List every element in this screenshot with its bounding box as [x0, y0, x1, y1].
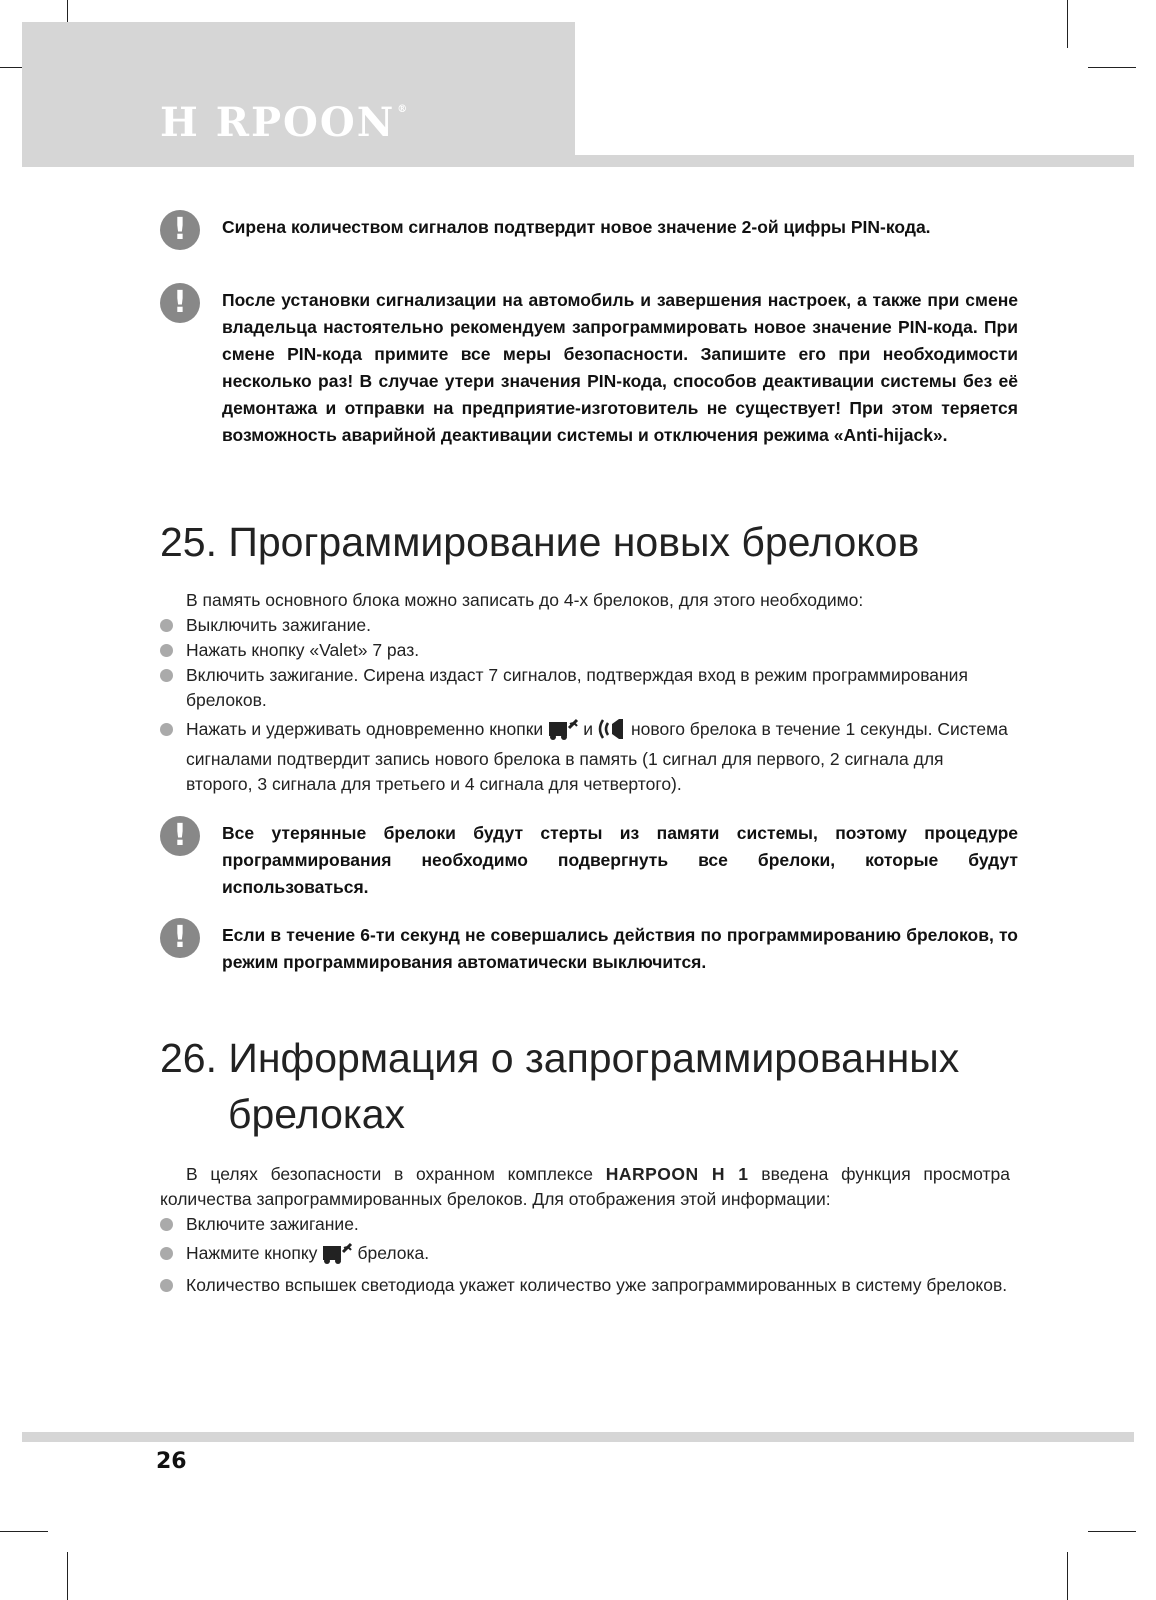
- registered-mark: ®: [397, 104, 410, 115]
- bullet-list: [160, 1212, 1010, 1298]
- section-intro: В память основного блока можно записать до 4-х брелоков, для этого необходимо:: [186, 590, 864, 610]
- list-item-text: Нажать и удерживать одновременно кнопки: [186, 719, 544, 739]
- intro-text: В целях безопасности в охранном комплексе: [186, 1164, 593, 1184]
- list-item: [160, 717, 1010, 797]
- exclamation-icon: !: [160, 816, 200, 856]
- exclamation-icon: !: [160, 283, 200, 323]
- list-item-text: Нажать кнопку «Valet» 7 раз.: [186, 640, 420, 660]
- warning-text: После установки сигнализации на автомобиль и завершения настроек, а также при смене владельца настоятельно рекомендуем запрограммировать новое значение PIN-кода. При смене PIN-кода примите все меры безопасности. Запишите его при необходимости несколько раз! В случае утери значения PIN-кода, способов деактивации системы без её демонтажа и отправки на предприятие-изготовитель не существует! При этом теряется возможность аварийной деактивации системы и отключения режима «Anti-hijack».: [222, 290, 1018, 445]
- list-item-text: брелока.: [357, 1243, 430, 1263]
- footer-rule: [22, 1432, 1134, 1442]
- list-item: [160, 1212, 1010, 1237]
- list-item-text: Выключить зажигание.: [186, 615, 371, 635]
- section-heading-line: брелоках: [228, 1091, 406, 1137]
- list-item-text: нового брелока в течение 1 секунды. Система сигналами подтвердит запись нового брелока в память (1 сигнал для первого, 2 сигнала для второго, 3 сигнала для третьего и 4 сигнала для четвертого).: [186, 719, 1008, 794]
- warning-note: [160, 210, 1020, 250]
- list-item-text: Нажмите кнопку: [186, 1243, 318, 1263]
- harpoon-logo: [160, 99, 410, 146]
- header-rule: [22, 155, 1134, 167]
- list-item-text: и: [583, 719, 593, 739]
- product-name: HARPOON H 1: [605, 1164, 749, 1184]
- crop-mark: [1088, 1531, 1136, 1532]
- warning-text: Если в течение 6-ти секунд не совершались действия по программированию брелоков, то режим программирования автоматически выключится.: [222, 925, 1018, 972]
- page-number: 26: [156, 1449, 187, 1474]
- bullet-icon: [160, 723, 173, 736]
- list-item: [160, 613, 1010, 638]
- list-item: [160, 1241, 1010, 1271]
- list-item-text: Включить зажигание. Сирена издаст 7 сигналов, подтверждая вход в режим программирования брелоков.: [186, 665, 968, 710]
- crop-mark: [1067, 1552, 1068, 1600]
- siren-button-icon: [597, 718, 627, 747]
- warning-note: [160, 283, 1020, 483]
- bullet-icon: [160, 1279, 173, 1292]
- list-item-text: Количество вспышек светодиода укажет количество уже запрограммированных в систему брелоков.: [186, 1275, 1008, 1295]
- bullet-icon: [160, 644, 173, 657]
- crop-mark: [0, 1531, 48, 1532]
- bullet-icon: [160, 1218, 173, 1231]
- exclamation-icon: !: [160, 210, 200, 250]
- list-item-text: Включите зажигание.: [186, 1214, 359, 1234]
- section-heading-line: 26. Информация о запрограммированных: [160, 1035, 960, 1081]
- logo-text: H RPOON: [160, 99, 396, 146]
- list-item: [160, 663, 1010, 713]
- bullet-icon: [160, 1247, 173, 1260]
- crop-mark: [1067, 0, 1068, 48]
- section-heading: 25. Программирование новых брелоков: [160, 519, 920, 565]
- crop-mark: [67, 1552, 68, 1600]
- exclamation-icon: !: [160, 918, 200, 958]
- warning-note: [160, 918, 1020, 974]
- car-lock-button-icon: [547, 718, 579, 747]
- list-item: [160, 1273, 1010, 1298]
- section-heading: [160, 1030, 959, 1142]
- warning-text: Сирена количеством сигналов подтвердит новое значение 2-ой цифры PIN-кода.: [222, 217, 931, 237]
- warning-note: [160, 816, 1020, 896]
- warning-text: Все утерянные брелоки будут стерты из памяти системы, поэтому процедуре программирования необходимо подвергнуть все брелоки, которые будут использоваться.: [222, 823, 1018, 897]
- bullet-list: [160, 613, 1010, 797]
- bullet-icon: [160, 669, 173, 682]
- section-intro: [160, 1162, 1010, 1212]
- crop-mark: [1088, 67, 1136, 68]
- bullet-icon: [160, 619, 173, 632]
- list-item: [160, 638, 1010, 663]
- car-lock-button-icon: [321, 1242, 353, 1271]
- intro-text: введена функция просмотра количества запрограммированных брелоков. Для отображения этой информации:: [160, 1164, 1010, 1209]
